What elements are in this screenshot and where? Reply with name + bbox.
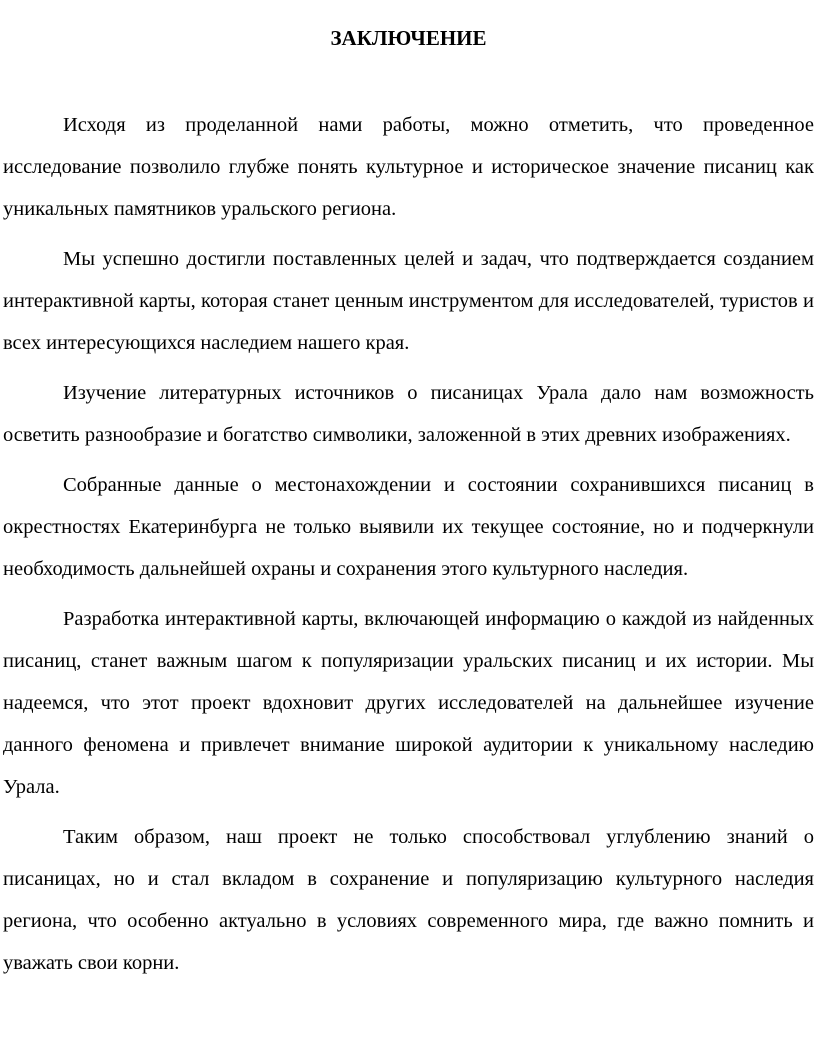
paragraph-3: Изучение литературных источников о писаницах Урала дало нам возможность осветить разнообразие и богатство символики, заложенной в этих древних изображениях.: [3, 382, 814, 446]
paragraph-2: Мы успешно достигли поставленных целей и задач, что подтверждается созданием интерактивной карты, которая станет ценным инструментом для исследователей, туристов и всех интересующихся наследием нашего края.: [3, 248, 814, 354]
document-body: [3, 104, 814, 984]
paragraph-1: Исходя из проделанной нами работы, можно отметить, что проведенное исследование позволило глубже понять культурное и историческое значение писаниц как уникальных памятников уральского региона.: [3, 114, 814, 220]
page-title: ЗАКЛЮЧЕНИЕ: [330, 26, 487, 50]
paragraph-4: Собранные данные о местонахождении и состоянии сохранившихся писаниц в окрестностях Екатеринбурга не только выявили их текущее состояние, но и подчеркнули необходимость дальнейшей охраны и сохранения этого культурного наследия.: [3, 474, 814, 580]
paragraph-6: Таким образом, наш проект не только способствовал углублению знаний о писаницах, но и стал вкладом в сохранение и популяризацию культурного наследия региона, что особенно актуально в условиях современного мира, где важно помнить и уважать свои корни.: [3, 826, 814, 974]
paragraph-5: Разработка интерактивной карты, включающей информацию о каждой из найденных писаниц, станет важным шагом к популяризации уральских писаниц и их истории. Мы надеемся, что этот проект вдохновит других исследователей на дальнейшее изучение данного феномена и привлечет внимание широкой аудитории к уникальному наследию Урала.: [3, 608, 814, 798]
